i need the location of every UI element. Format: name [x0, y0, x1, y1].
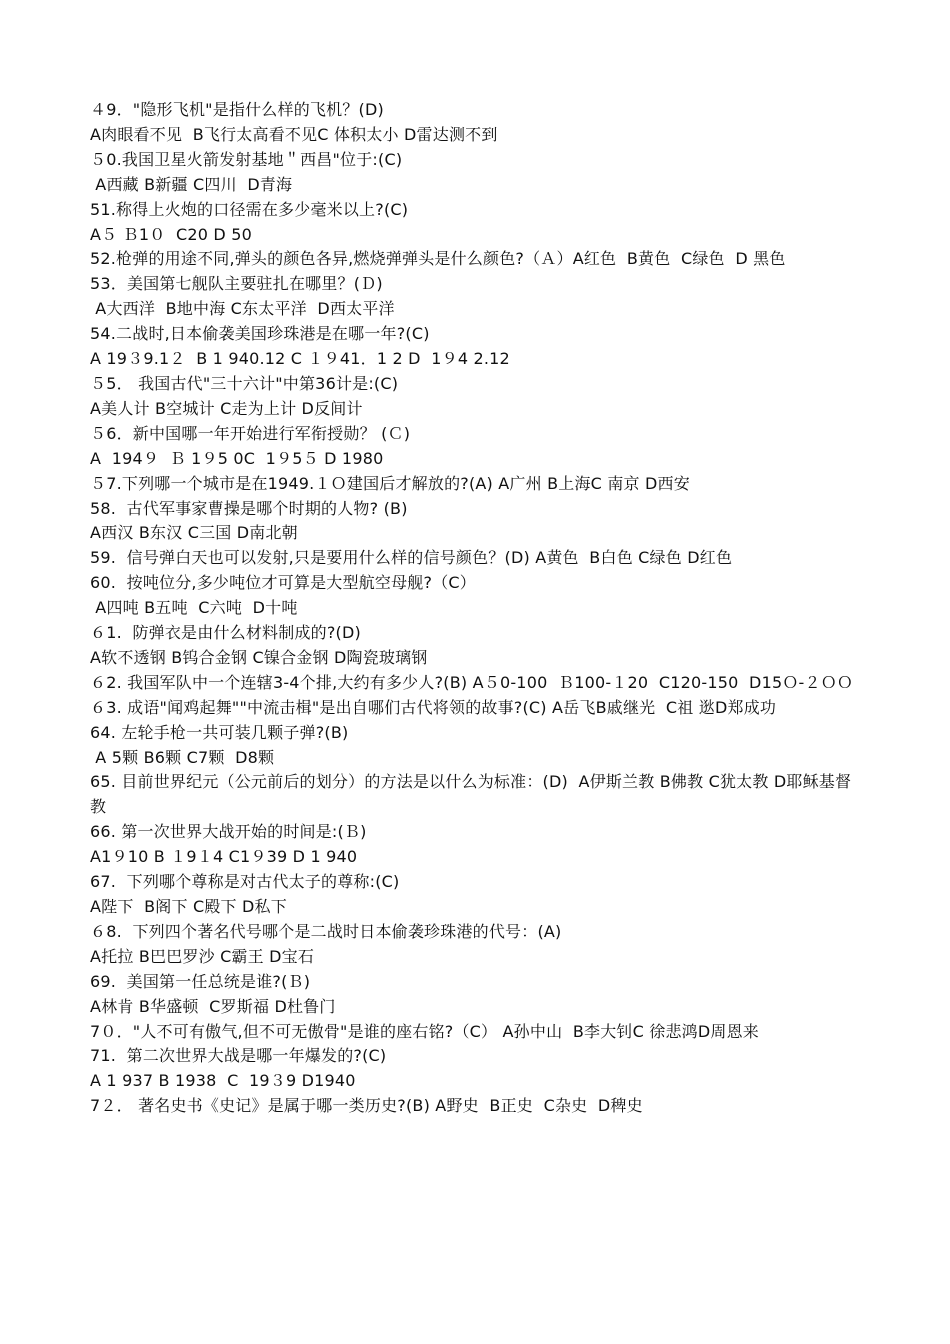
question-line: 59. 信号弹白天也可以发射,只是要用什么样的信号颜色？(D) A黄色 B白色 C绿色 D红色 [90, 548, 733, 568]
question-line: 71. 第二次世界大战是哪一年爆发的?(C) [90, 1046, 387, 1066]
question-line: ５6．新中国哪一年开始进行军衔授勋？ (Ｃ) [90, 423, 411, 443]
question-line: 60. 按吨位分,多少吨位才可算是大型航空母舰?（C） [90, 573, 476, 593]
question-line: A 19３9.1２ B 1 940.12 C １９41．1 2 D 1９4 2.12 [90, 349, 510, 369]
question-line: 51.称得上火炮的口径需在多少毫米以上?(C) [90, 199, 409, 219]
question-line: A陛下 B阁下 C殿下 D私下 [90, 897, 287, 916]
question-line: ５5． 我国古代"三十六计"中第36计是:(C) [90, 373, 399, 393]
question-line: ５7.下列哪一个城市是在1949.１Ｏ建国后才解放的?(A) A广州 B上海C 南京 D西安 [90, 473, 690, 493]
question-line: 7０．"人不可有傲气,但不可无傲骨"是谁的座右铭?（C） A孙中山 B李大钊C 徐悲鸿D周恩来 [90, 1021, 760, 1041]
question-line: 65. 目前世界纪元（公元前后的划分）的方法是以什么为标准：(D) A伊斯兰教 B佛教 C犹太教 D耶稣基督教 [90, 772, 852, 817]
question-line: A５ Ｂ1０ C20 D 50 [90, 224, 252, 244]
question-line: A美人计 B空城计 C走为上计 D反间计 [90, 398, 363, 418]
question-line: A林肯 B华盛顿 C罗斯福 D杜鲁门 [90, 996, 336, 1016]
question-line: A大西洋 B地中海 C东太平洋 D西太平洋 [90, 299, 395, 319]
question-line: 7２． 著名史书《史记》是属于哪一类历史?(B) A野史 B正史 C杂史 D稗史 [90, 1096, 643, 1116]
question-line: 64. 左轮手枪一共可装几颗子弹?(B) [90, 722, 349, 742]
question-line: ６8. 下列四个著名代号哪个是二战时日本偷袭珍珠港的代号：(A) [90, 921, 562, 941]
question-line: 54.二战时,日本偷袭美国珍珠港是在哪一年?(C) [90, 324, 430, 344]
question-line: A1９10 B １9１4 C1９39 D 1 940 [90, 847, 358, 867]
question-line: A软不透钢 B钨合金钢 C镍合金钢 D陶瓷玻璃钢 [90, 647, 428, 667]
question-line: A西藏 B新疆 C四川 D青海 [90, 174, 293, 194]
question-line: A 1 937 B 1938 C 19３9 D1940 [90, 1071, 356, 1091]
question-line: 58. 古代军事家曹操是哪个时期的人物? (B) [90, 498, 408, 518]
question-line: 66. 第一次世界大战开始的时间是:(Ｂ) [90, 822, 367, 842]
question-line: 69. 美国第一任总统是谁?(Ｂ) [90, 971, 311, 991]
question-line: A西汉 B东汉 C三国 D南北朝 [90, 523, 298, 543]
question-line: 67. 下列哪个尊称是对古代太子的尊称:(C) [90, 872, 400, 892]
question-line: 52.枪弹的用途不同,弹头的颜色各异,燃烧弹弹头是什么颜色?（Ａ）A红色 B黄色 C绿色 D 黑色 [90, 249, 786, 269]
document-body [90, 98, 865, 1119]
question-line: A托拉 B巴巴罗沙 C霸王 D宝石 [90, 946, 315, 966]
question-line: ５0.我国卫星火箭发射基地＂西昌"位于:(C) [90, 149, 403, 169]
question-line: ６3. 成语"闻鸡起舞""中流击楫"是出自哪们古代将领的故事?(C) A岳飞B戚继光 C祖 逖D郑成功 [90, 697, 777, 717]
question-line: A 5颗 B6颗 C7颗 D8颗 [90, 747, 275, 767]
question-line: A 194９ Ｂ 1９5 0C 1９5５ D 1980 [90, 448, 384, 468]
question-line: A四吨 B五吨 C六吨 D十吨 [90, 598, 298, 618]
question-line: 53．美国第七舰队主要驻扎在哪里？(Ｄ) [90, 274, 383, 294]
question-line: A肉眼看不见 B飞行太高看不见C 体积太小 D雷达测不到 [90, 124, 498, 144]
question-line: ６1. 防弹衣是由什么材料制成的?(D) [90, 623, 361, 643]
question-line: ４9．"隐形飞机"是指什么样的飞机？(D) [90, 100, 384, 119]
question-line: ６2. 我国军队中一个连辖3-4个排,大约有多少人?(B) A５0-100 Ｂ100-１20 C120-150 D15Ｏ-２ＯＯ [90, 672, 854, 692]
